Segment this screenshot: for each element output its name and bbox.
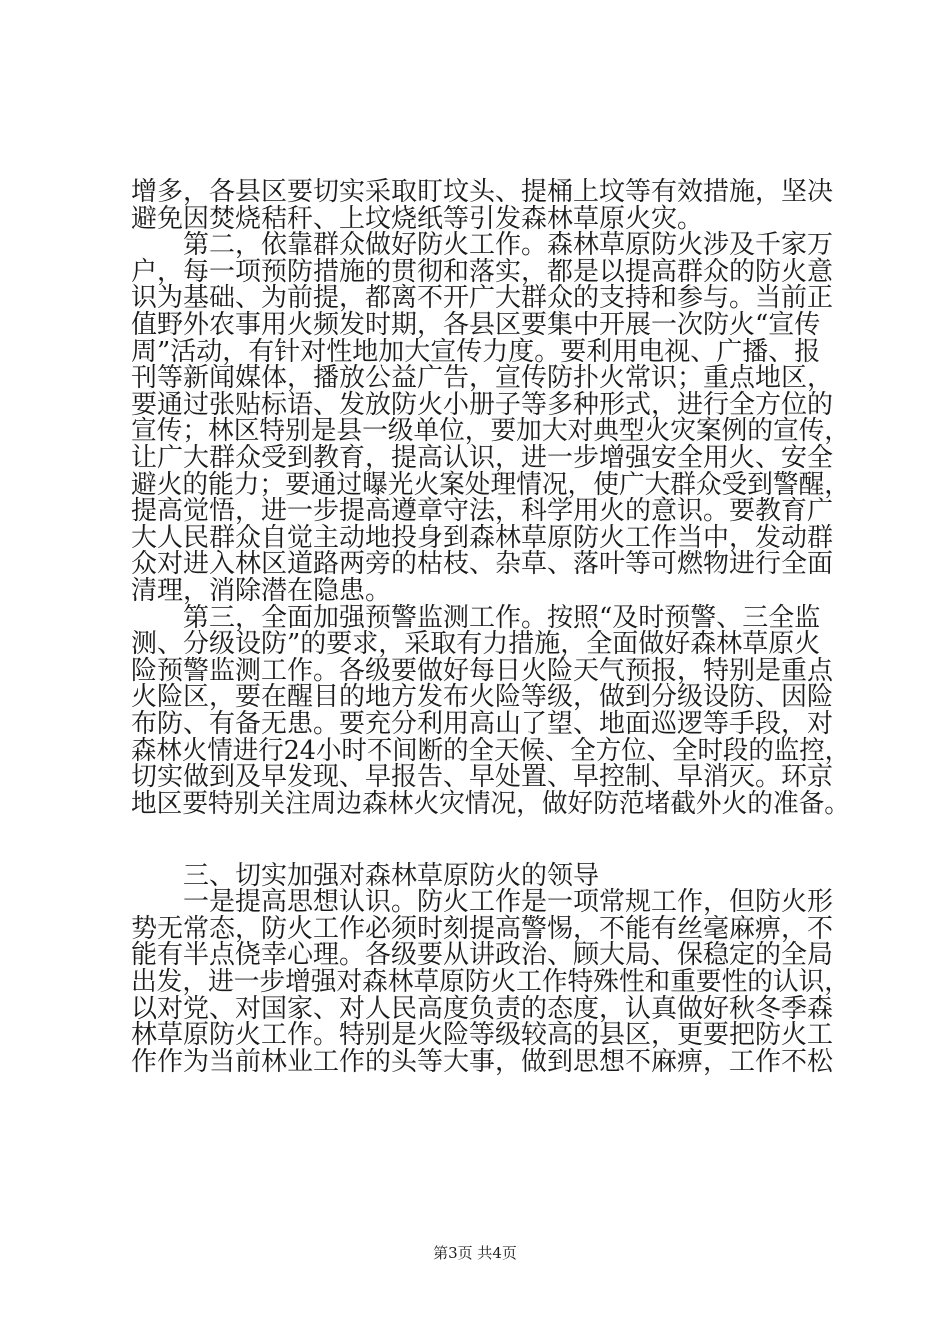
- text-line: 出发，进一步增强对森林草原防火工作特殊性和重要性的认识，: [131, 967, 850, 997]
- text-line: 值野外农事用火频发时期，各县区要集中开展一次防火“宣传: [131, 310, 821, 340]
- text-line: 避火的能力；要通过曝光火案处理情况，使广大群众受到警醒，: [131, 470, 850, 500]
- section-heading: 三、切实加强对森林草原防火的领导: [131, 861, 600, 891]
- text-line: 第二，依靠群众做好防火工作。森林草原防火涉及千家万: [131, 230, 834, 260]
- text-line: 众对进入林区道路两旁的枯枝、杂草、落叶等可燃物进行全面: [131, 549, 834, 579]
- text-line: 提高觉悟，进一步提高遵章守法，科学用火的意识。要教育广: [131, 496, 834, 526]
- text-line: 地区要特别关注周边森林火灾情况，做好防范堵截外火的准备。: [131, 789, 850, 819]
- text-line: 让广大群众受到教育，提高认识，进一步增强安全用火、安全: [131, 443, 834, 473]
- text-line: 险预警监测工作。各级要做好每日火险天气预报，特别是重点: [131, 656, 834, 686]
- text-line: 识为基础、为前提，都离不开广大群众的支持和参与。当前正: [131, 283, 834, 313]
- text-line: 林草原防火工作。特别是火险等级较高的县区，更要把防火工: [131, 1020, 834, 1050]
- text-line: 周”活动，有针对性地加大宣传力度。要利用电视、广播、报: [131, 337, 821, 367]
- text-line: 作作为当前林业工作的头等大事，做到思想不麻痹，工作不松: [131, 1047, 834, 1077]
- text-line: 第三，全面加强预警监测工作。按照“及时预警、三全监: [131, 603, 821, 633]
- text-line: 以对党、对国家、对人民高度负责的态度，认真做好秋冬季森: [131, 994, 834, 1024]
- text-line: 布防、有备无患。要充分利用高山了望、地面巡逻等手段，对: [131, 709, 834, 739]
- text-line: 能有半点侥幸心理。各级要从讲政治、顾大局、保稳定的全局: [131, 940, 834, 970]
- text-line: 森林火情进行24小时不间断的全天候、全方位、全时段的监控，: [131, 736, 851, 766]
- text-line: 要通过张贴标语、发放防火小册子等多种形式，进行全方位的: [131, 390, 834, 420]
- text-line: 户，每一项预防措施的贯彻和落实，都是以提高群众的防火意: [131, 257, 834, 287]
- text-line: 清理，消除潜在隐患。: [131, 576, 392, 606]
- text-line: 火险区，要在醒目的地方发布火险等级，做到分级设防、因险: [131, 682, 834, 712]
- text-line: 大人民群众自觉主动地投身到森林草原防火工作当中，发动群: [131, 523, 834, 553]
- text-line: 测、分级设防”的要求，采取有力措施，全面做好森林草原火: [131, 629, 821, 659]
- page-footer: 第3页 共4页: [433, 1244, 517, 1262]
- text-line: 宣传；林区特别是县一级单位，要加大对典型火灾案例的宣传，: [131, 416, 850, 446]
- text-line: 势无常态，防火工作必须时刻提高警惕，不能有丝毫麻痹，不: [131, 914, 834, 944]
- text-line: 增多，各县区要切实采取盯坟头、提桶上坟等有效措施，坚决: [131, 177, 834, 207]
- text-line: 避免因焚烧秸秆、上坟烧纸等引发森林草原火灾。: [131, 204, 704, 234]
- text-line: 刊等新闻媒体，播放公益广告，宣传防扑火常识；重点地区，: [131, 363, 834, 393]
- text-line: 切实做到及早发现、早报告、早处置、早控制、早消灭。环京: [131, 762, 834, 792]
- text-line: 一是提高思想认识。防火工作是一项常规工作，但防火形: [131, 887, 834, 917]
